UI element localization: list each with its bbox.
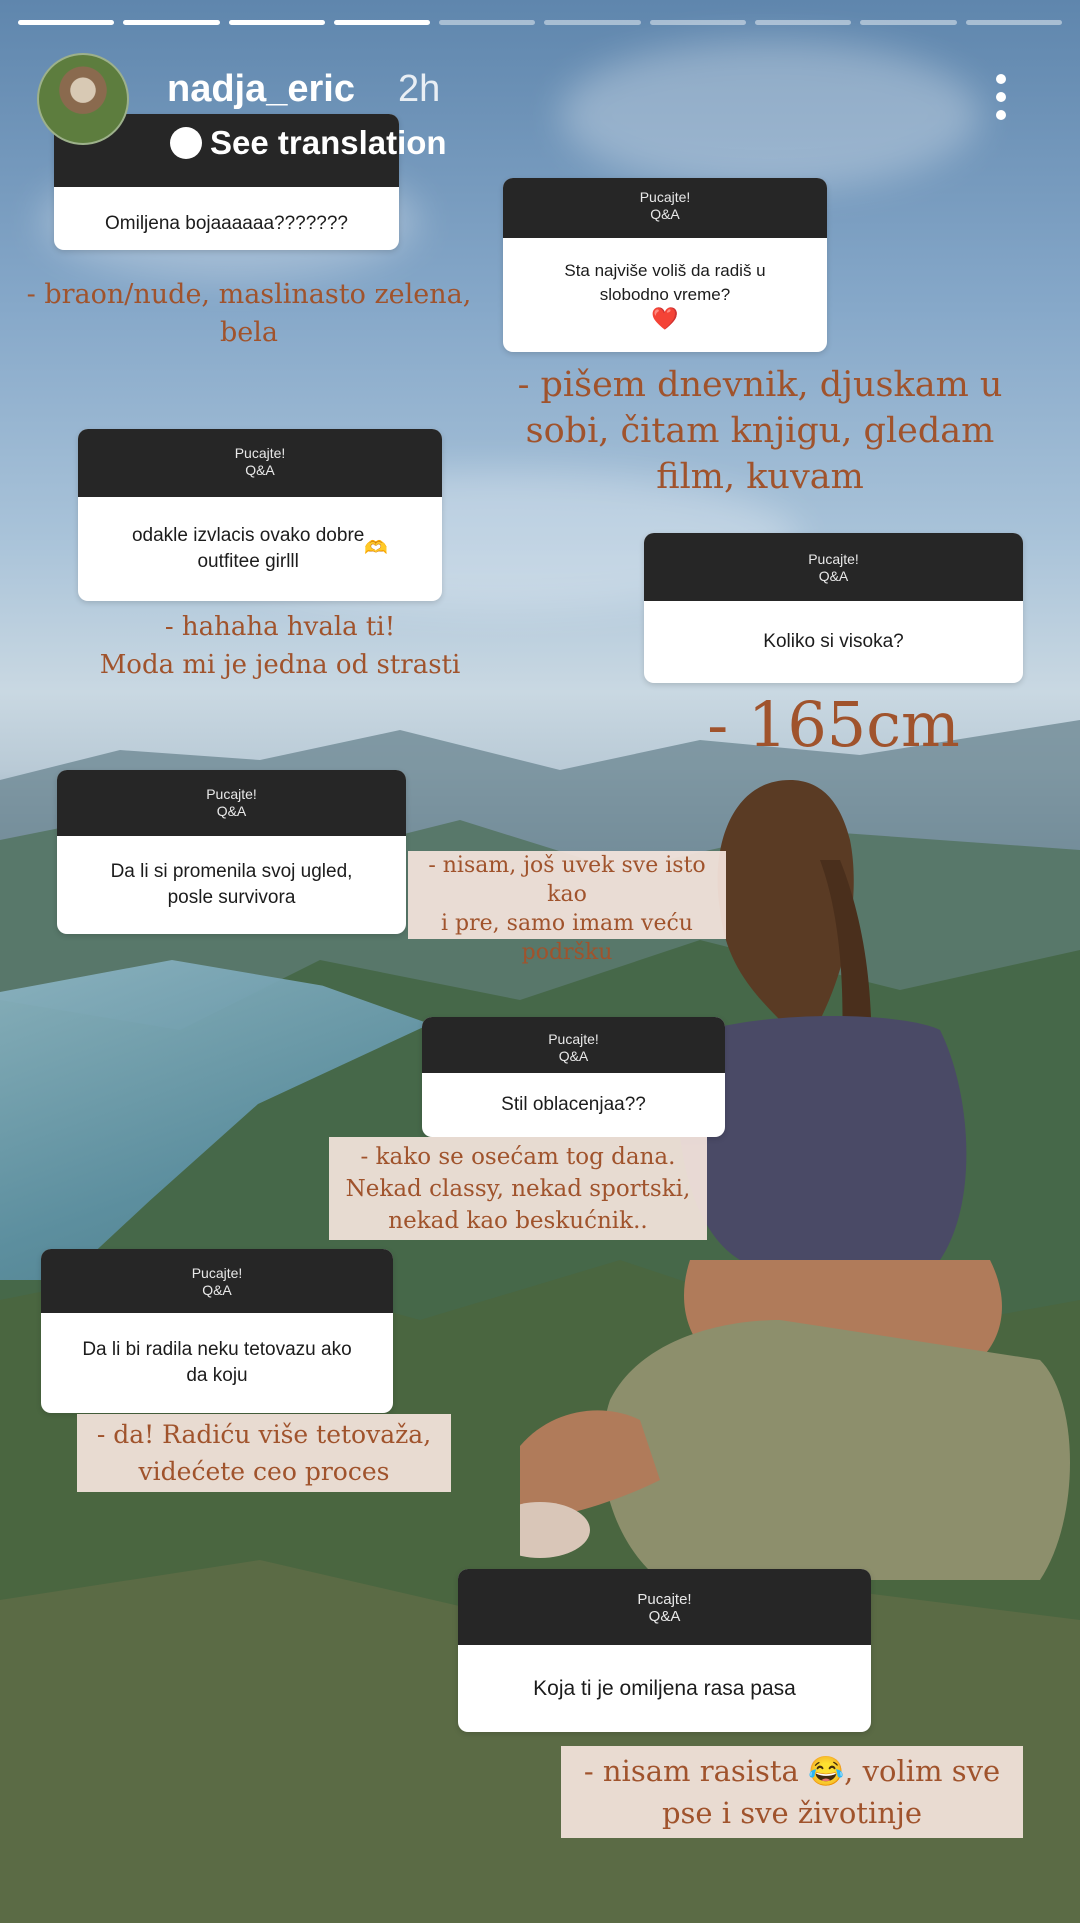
- qa-subtitle: Q&A: [202, 1282, 232, 1298]
- qa-title: Pucajte!: [206, 786, 257, 802]
- translate-bubble-icon: [170, 127, 202, 159]
- progress-segment: [439, 20, 535, 25]
- qa-card-header: [458, 1569, 871, 1645]
- story-progress-bar: [18, 20, 1062, 25]
- post-time: 2h: [398, 68, 441, 110]
- qa-subtitle: Q&A: [648, 1608, 681, 1625]
- qa-title: Pucajte!: [637, 1591, 692, 1608]
- qa-question: [78, 497, 442, 601]
- qa-card: [503, 178, 827, 352]
- progress-segment: [755, 20, 851, 25]
- qa-card-header: [41, 1249, 393, 1313]
- qa-answer: - nisam rasista 😂, volim sve pse i sve životinje: [561, 1746, 1023, 1838]
- qa-subtitle: Q&A: [216, 803, 247, 819]
- qa-title: Pucajte!: [234, 445, 286, 461]
- sky-cloud: [560, 40, 980, 190]
- qa-answer: - nisam, još uvek sve isto kao i pre, samo imam veću podršku: [408, 851, 726, 939]
- qa-card: [644, 533, 1023, 683]
- progress-segment: [650, 20, 746, 25]
- qa-card-header: [503, 178, 827, 238]
- qa-question: [503, 238, 827, 352]
- progress-segment: [123, 20, 219, 25]
- qa-subtitle: Q&A: [650, 206, 680, 222]
- qa-title: Pucajte!: [639, 189, 691, 205]
- qa-question: Da li si promenila svoj ugled, posle survivora: [110, 861, 353, 908]
- username[interactable]: nadja_eric: [167, 68, 355, 110]
- see-translation-label: See translation: [210, 124, 447, 161]
- qa-question: Koliko si visoka?: [763, 631, 904, 652]
- heart-emoji: ❤️: [651, 306, 679, 331]
- qa-card-header: [57, 770, 406, 836]
- progress-segment: [334, 20, 430, 25]
- qa-question: Omiljena bojaaaaaa???????: [105, 213, 348, 234]
- qa-answer: - 165cm: [707, 688, 960, 761]
- qa-card-header: [422, 1017, 725, 1073]
- qa-card-header: [78, 429, 442, 497]
- qa-question: Stil oblacenjaa??: [501, 1094, 646, 1115]
- see-translation-button[interactable]: [170, 124, 447, 162]
- qa-subtitle: Q&A: [818, 568, 849, 584]
- qa-title: Pucajte!: [548, 1031, 599, 1047]
- qa-card: [57, 770, 406, 934]
- qa-card: [458, 1569, 871, 1732]
- qa-question-text: odakle izvlacis ovako dobre outfitee girlll: [131, 525, 365, 572]
- qa-answer: - pišem dnevnik, djuskam u sobi, čitam knjigu, gledam film, kuvam: [517, 365, 1003, 497]
- qa-answer: - kako se osećam tog dana. Nekad classy, nekad sportski, nekad kao beskućnik..: [329, 1137, 707, 1240]
- progress-segment: [18, 20, 114, 25]
- qa-question: Da li bi radila neku tetovazu ako da koju: [82, 1339, 352, 1386]
- qa-subtitle: Q&A: [558, 1048, 589, 1064]
- qa-card: [41, 1249, 393, 1413]
- qa-question: Koja ti je omiljena rasa pasa: [533, 1676, 796, 1700]
- qa-title: Pucajte!: [191, 1265, 243, 1281]
- progress-segment: [860, 20, 956, 25]
- progress-segment: [229, 20, 325, 25]
- qa-answer: - braon/nude, maslinasto zelena, bela: [26, 279, 472, 348]
- avatar[interactable]: [37, 53, 129, 145]
- qa-answer: - da! Radiću više tetovaža, videćete ceo proces: [77, 1414, 451, 1492]
- qa-card: [422, 1017, 725, 1137]
- heart-hands-emoji: 🫶: [364, 538, 389, 559]
- qa-card: [78, 429, 442, 601]
- qa-card-header: [644, 533, 1023, 601]
- progress-segment: [544, 20, 640, 25]
- qa-subtitle: Q&A: [245, 462, 275, 478]
- qa-question-text: Sta najviše voliš da radiš u slobodno vreme?: [564, 261, 766, 304]
- qa-answer: - hahaha hvala ti! Moda mi je jedna od strasti: [99, 612, 461, 680]
- qa-title: Pucajte!: [808, 551, 859, 567]
- progress-segment: [966, 20, 1062, 25]
- more-vertical-icon[interactable]: [994, 74, 1008, 120]
